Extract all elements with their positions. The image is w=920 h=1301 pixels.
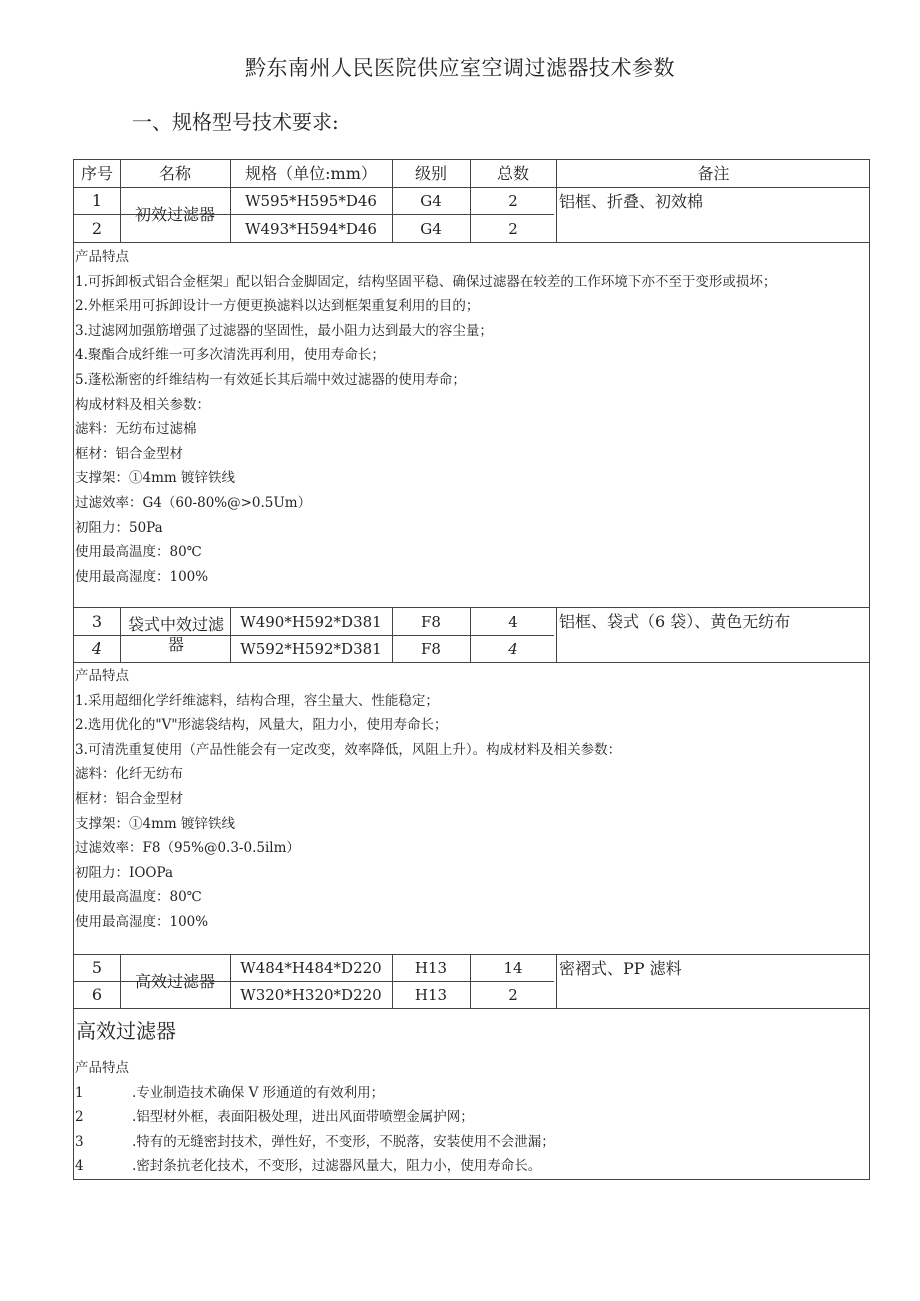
feature-line: 5.蓬松渐密的纤维结构一有效延长其后端中效过滤器的使用寿命；: [75, 371, 466, 388]
feature-line: 框材：铝合金型材: [75, 790, 183, 807]
feature-item: [75, 1154, 850, 1179]
row-2-no: 2: [91, 218, 103, 238]
row-1-no: 1: [91, 191, 103, 210]
group3-note: 密褶式、PP 滤料: [559, 959, 682, 978]
row-2-qty: 2: [508, 219, 518, 238]
group1-note: 铝框、折叠、初效棉: [559, 192, 704, 211]
header-name: 名称: [158, 163, 191, 183]
row-5-spec: W484*H484*D220: [240, 959, 382, 977]
row-6-qty: 2: [508, 986, 518, 1004]
feature-line: 框材：铝合金型材: [75, 445, 183, 462]
feature-line: 4.聚酯合成纤维一可多次清洗再利用，使用寿命长；: [75, 347, 385, 364]
row-5-qty: 14: [503, 959, 523, 977]
row-4-qty: 4: [508, 640, 518, 658]
row-6-no: 6: [91, 985, 103, 1004]
feature-line: 支撑架：①4mm 镀锌铁线: [75, 815, 235, 832]
section-heading: 一、规格型号技术要求:: [132, 110, 339, 134]
row-4-grade: F8: [421, 640, 441, 658]
feature-line: 过滤效率：F8（95%@0.3-0.5ilm）: [75, 840, 300, 857]
header-qty: 总数: [496, 163, 529, 183]
feature-item: [75, 1081, 850, 1106]
row-6-spec: W320*H320*D220: [240, 986, 382, 1004]
feature-line: 支撑架：①4mm 镀锌铁线: [75, 470, 235, 487]
feature-line: 2.外框采用可拆卸设计一方便更换滤料以达到框架重复利用的目的；: [75, 298, 480, 315]
feature-line: 3.过滤网加强筋增强了过滤器的坚固性，最小阻力达到最大的容尘量；: [75, 322, 493, 339]
group1-name: 初效过滤器: [134, 205, 215, 224]
feature-line: 1.采用超细化学纤维滤料，结构合理，容尘量大、性能稳定；: [75, 692, 439, 709]
row-3-qty: 4: [508, 612, 518, 631]
feature-line: 3.可清洗重复使用（产品性能会有一定改变，效率降低，风阻上升）。构成材料及相关参数：: [75, 741, 622, 758]
row-1-qty: 2: [508, 192, 518, 210]
document-title: 黔东南州人民医院供应室空调过滤器技术参数: [245, 56, 675, 80]
row-5-grade: H13: [414, 959, 448, 977]
feature-line: 滤料：无纺布过滤棉: [75, 421, 197, 438]
feature-text: .特有的无缝密封技术，弹性好，不变形，不脱落，安装使用不会泄漏；: [132, 1133, 555, 1150]
row-3-spec: W490*H592*D381: [240, 612, 382, 631]
row-4-spec: W592*H592*D381: [240, 640, 382, 658]
group2-note: 铝框、袋式（6 袋）、黄色无纺布: [559, 612, 791, 631]
feature-label: 产品特点: [75, 1060, 129, 1076]
feature-item: [75, 1130, 850, 1155]
feature-number: 1: [75, 1084, 84, 1101]
feature-item: [75, 1105, 850, 1130]
row-2-spec: W493*H594*D46: [245, 219, 377, 238]
feature-text: .专业制造技术确保 V 形通道的有效利用；: [132, 1084, 385, 1101]
features1-block: [75, 245, 870, 589]
feature-line: 使用最高湿度：100%: [75, 568, 209, 585]
group3-name: 高效过滤器: [134, 971, 215, 991]
feature-line: 1.可拆卸板式铝合金框架」配以铝合金脚固定，结构坚固平稳、确保过滤器在较差的工作环境下亦不至于变形或损坏；: [75, 273, 777, 290]
row-1-grade: G4: [420, 192, 442, 210]
feature-line: 过滤效率：G4（60-80%@>0.5Um）: [75, 494, 312, 511]
group2-name: 袋式中效过滤器: [128, 615, 225, 654]
header-spec: 规格（单位:mm）: [245, 163, 377, 183]
feature-line: 初阻力：IOOPa: [75, 864, 173, 881]
row-4-no: 4: [91, 639, 103, 658]
features3-block: [75, 1056, 870, 1179]
feature-line: 初阻力：50Pa: [75, 519, 163, 536]
header-note: 备注: [697, 163, 730, 183]
feature-line: 使用最高温度：80℃: [75, 889, 202, 906]
row-3-grade: F8: [421, 612, 441, 631]
row-2-grade: G4: [420, 219, 442, 238]
feature-text: .铝型材外框，表面阳极处理，进出风面带喷塑金属护网；: [132, 1109, 474, 1126]
feature-line: 使用最高湿度：100%: [75, 913, 209, 930]
feature-line: 构成材料及相关参数：: [75, 396, 210, 413]
feature-line: 产品特点: [75, 249, 129, 265]
row-1-spec: W595*H595*D46: [245, 192, 377, 210]
row-3-no: 3: [91, 611, 103, 631]
features2-block: [75, 664, 870, 935]
feature-number: 3: [75, 1133, 84, 1150]
feature-line: 产品特点: [75, 668, 129, 684]
row-6-grade: H13: [414, 986, 448, 1004]
feature-line: 使用最高温度：80℃: [75, 544, 202, 561]
spec-table: [73, 159, 870, 1180]
row-5-no: 5: [91, 958, 103, 977]
header-no: 序号: [80, 163, 113, 183]
hepa-heading: 高效过滤器: [76, 1019, 176, 1043]
feature-number: 4: [75, 1158, 84, 1175]
feature-line: 2.选用优化的"V"形滤袋结构，风量大，阻力小，使用寿命长；: [75, 717, 448, 734]
feature-text: .密封条抗老化技术，不变形，过滤器风量大，阻力小，使用寿命长。: [132, 1158, 542, 1175]
feature-number: 2: [75, 1109, 84, 1126]
feature-line: 滤料：化纤无纺布: [75, 766, 183, 783]
header-grade: 级别: [414, 163, 447, 183]
